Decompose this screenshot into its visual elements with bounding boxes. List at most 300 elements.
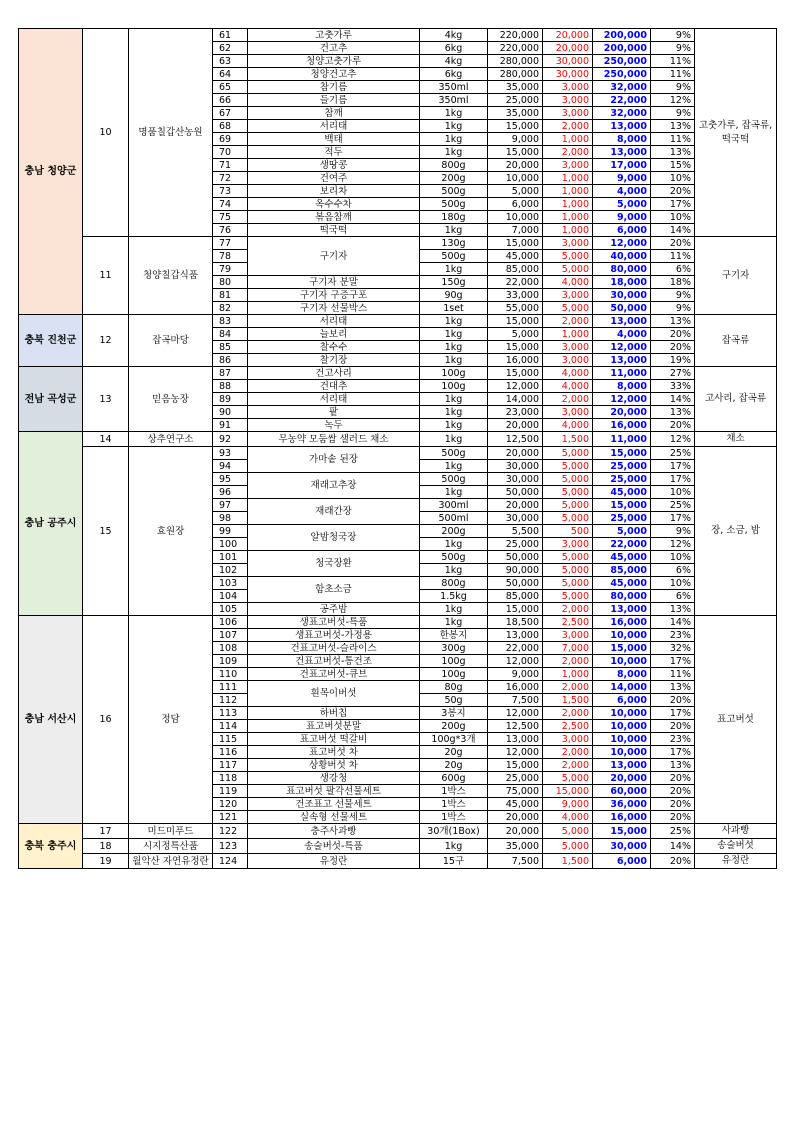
unit-cell: 1kg: [420, 354, 488, 367]
product-name-cell: 팥: [248, 406, 420, 419]
sale-price-cell: 14,000: [593, 681, 651, 694]
item-number-cell: 68: [213, 120, 248, 133]
discount-rate-cell: 17%: [651, 746, 695, 759]
item-number-cell: 103: [213, 577, 248, 590]
table-row: [19, 854, 777, 869]
discount-rate-cell: 20%: [651, 811, 695, 824]
unit-cell: 1kg: [420, 419, 488, 432]
discount-cell: 5,000: [543, 473, 593, 486]
unit-cell: 1박스: [420, 785, 488, 798]
discount-cell: 4,000: [543, 367, 593, 380]
discount-rate-cell: 14%: [651, 393, 695, 406]
unit-cell: 150g: [420, 276, 488, 289]
discount-rate-cell: 14%: [651, 224, 695, 237]
item-number-cell: 98: [213, 512, 248, 525]
discount-rate-cell: 23%: [651, 733, 695, 746]
farm-name-cell: 청양칠갑식품: [129, 237, 213, 315]
original-price-cell: 23,000: [488, 406, 543, 419]
unit-cell: 1kg: [420, 432, 488, 447]
original-price-cell: 16,000: [488, 681, 543, 694]
sale-price-cell: 10,000: [593, 733, 651, 746]
table-row: [19, 432, 777, 447]
discount-rate-cell: 13%: [651, 681, 695, 694]
table-row: [19, 616, 777, 629]
discount-rate-cell: 20%: [651, 341, 695, 354]
product-name-cell: 서리태: [248, 315, 420, 328]
discount-cell: 5,000: [543, 824, 593, 839]
unit-cell: 6kg: [420, 68, 488, 81]
discount-cell: 3,000: [543, 237, 593, 250]
original-price-cell: 9,000: [488, 133, 543, 146]
original-price-cell: 22,000: [488, 276, 543, 289]
price-list-page: [18, 28, 776, 869]
category-cell: 고사리, 잡곡류: [695, 367, 777, 432]
unit-cell: 500g: [420, 198, 488, 211]
original-price-cell: 12,000: [488, 707, 543, 720]
unit-cell: 6kg: [420, 42, 488, 55]
discount-cell: 5,000: [543, 499, 593, 512]
discount-cell: 3,000: [543, 538, 593, 551]
original-price-cell: 10,000: [488, 211, 543, 224]
original-price-cell: 280,000: [488, 55, 543, 68]
original-price-cell: 50,000: [488, 551, 543, 564]
sale-price-cell: 10,000: [593, 707, 651, 720]
original-price-cell: 12,000: [488, 380, 543, 393]
item-number-cell: 110: [213, 668, 248, 681]
product-name-cell: 재래간장: [248, 499, 420, 525]
sale-price-cell: 13,000: [593, 146, 651, 159]
region-cell: 충남 서산시: [19, 616, 83, 824]
original-price-cell: 13,000: [488, 629, 543, 642]
category-cell: 구기자: [695, 237, 777, 315]
sale-price-cell: 25,000: [593, 473, 651, 486]
item-number-cell: 79: [213, 263, 248, 276]
sale-price-cell: 15,000: [593, 447, 651, 460]
item-number-cell: 112: [213, 694, 248, 707]
item-number-cell: 76: [213, 224, 248, 237]
item-number-cell: 90: [213, 406, 248, 419]
product-name-cell: 하버칩: [248, 707, 420, 720]
product-name-cell: 적두: [248, 146, 420, 159]
product-name-cell: 구기자 선물박스: [248, 302, 420, 315]
sale-price-cell: 13,000: [593, 603, 651, 616]
original-price-cell: 55,000: [488, 302, 543, 315]
category-cell: 유정란: [695, 854, 777, 869]
product-name-cell: 충주사과빵: [248, 824, 420, 839]
sale-price-cell: 12,000: [593, 393, 651, 406]
original-price-cell: 18,500: [488, 616, 543, 629]
discount-cell: 2,000: [543, 681, 593, 694]
discount-rate-cell: 6%: [651, 564, 695, 577]
sale-price-cell: 15,000: [593, 824, 651, 839]
sale-price-cell: 8,000: [593, 133, 651, 146]
unit-cell: 1kg: [420, 406, 488, 419]
product-name-cell: 알밤청국장: [248, 525, 420, 551]
original-price-cell: 33,000: [488, 289, 543, 302]
product-name-cell: 구기자 구증구포: [248, 289, 420, 302]
sale-price-cell: 32,000: [593, 107, 651, 120]
discount-cell: 1,500: [543, 432, 593, 447]
discount-rate-cell: 20%: [651, 854, 695, 869]
discount-cell: 1,500: [543, 694, 593, 707]
unit-cell: 100g: [420, 655, 488, 668]
region-cell: 충북 충주시: [19, 824, 83, 869]
discount-cell: 1,000: [543, 211, 593, 224]
discount-cell: 3,000: [543, 107, 593, 120]
discount-cell: 20,000: [543, 29, 593, 42]
discount-cell: 5,000: [543, 564, 593, 577]
item-number-cell: 72: [213, 172, 248, 185]
sale-price-cell: 200,000: [593, 42, 651, 55]
sale-price-cell: 9,000: [593, 172, 651, 185]
product-name-cell: 녹두: [248, 419, 420, 432]
item-number-cell: 109: [213, 655, 248, 668]
farm-name-cell: 월악산 자연유정란: [129, 854, 213, 869]
discount-rate-cell: 23%: [651, 629, 695, 642]
sale-price-cell: 6,000: [593, 224, 651, 237]
sale-price-cell: 20,000: [593, 406, 651, 419]
sale-price-cell: 8,000: [593, 668, 651, 681]
sale-price-cell: 25,000: [593, 512, 651, 525]
original-price-cell: 45,000: [488, 798, 543, 811]
sale-price-cell: 60,000: [593, 785, 651, 798]
item-number-cell: 123: [213, 839, 248, 854]
unit-cell: 1kg: [420, 393, 488, 406]
original-price-cell: 7,500: [488, 854, 543, 869]
item-number-cell: 87: [213, 367, 248, 380]
item-number-cell: 105: [213, 603, 248, 616]
product-name-cell: 상황버섯 차: [248, 759, 420, 772]
discount-rate-cell: 17%: [651, 198, 695, 211]
discount-rate-cell: 13%: [651, 146, 695, 159]
sale-price-cell: 10,000: [593, 655, 651, 668]
product-name-cell: 서리태: [248, 120, 420, 133]
unit-cell: 100g*3개: [420, 733, 488, 746]
discount-cell: 4,000: [543, 811, 593, 824]
item-number-cell: 85: [213, 341, 248, 354]
farm-name-cell: 상추연구소: [129, 432, 213, 447]
product-name-cell: 찰기장: [248, 354, 420, 367]
original-price-cell: 20,000: [488, 419, 543, 432]
discount-rate-cell: 10%: [651, 486, 695, 499]
discount-rate-cell: 33%: [651, 380, 695, 393]
original-price-cell: 25,000: [488, 538, 543, 551]
farm-number-cell: 17: [83, 824, 129, 839]
unit-cell: 1kg: [420, 328, 488, 341]
sale-price-cell: 4,000: [593, 328, 651, 341]
unit-cell: 90g: [420, 289, 488, 302]
table-row: [19, 839, 777, 854]
original-price-cell: 5,500: [488, 525, 543, 538]
original-price-cell: 12,000: [488, 746, 543, 759]
original-price-cell: 5,000: [488, 185, 543, 198]
product-name-cell: 건여주: [248, 172, 420, 185]
original-price-cell: 15,000: [488, 367, 543, 380]
unit-cell: 4kg: [420, 55, 488, 68]
unit-cell: 1박스: [420, 811, 488, 824]
product-name-cell: 백태: [248, 133, 420, 146]
item-number-cell: 89: [213, 393, 248, 406]
unit-cell: 3봉지: [420, 707, 488, 720]
discount-cell: 2,000: [543, 146, 593, 159]
discount-cell: 5,000: [543, 839, 593, 854]
farm-name-cell: 시지정특산품: [129, 839, 213, 854]
discount-rate-cell: 17%: [651, 460, 695, 473]
original-price-cell: 12,500: [488, 432, 543, 447]
discount-cell: 2,500: [543, 616, 593, 629]
unit-cell: 200g: [420, 720, 488, 733]
item-number-cell: 93: [213, 447, 248, 460]
item-number-cell: 91: [213, 419, 248, 432]
unit-cell: 1kg: [420, 564, 488, 577]
discount-rate-cell: 17%: [651, 473, 695, 486]
discount-rate-cell: 25%: [651, 447, 695, 460]
farm-number-cell: 10: [83, 29, 129, 237]
item-number-cell: 67: [213, 107, 248, 120]
farm-number-cell: 15: [83, 447, 129, 616]
discount-rate-cell: 25%: [651, 499, 695, 512]
unit-cell: 350ml: [420, 94, 488, 107]
sale-price-cell: 13,000: [593, 759, 651, 772]
farm-name-cell: 믿음농장: [129, 367, 213, 432]
sale-price-cell: 11,000: [593, 432, 651, 447]
sale-price-cell: 36,000: [593, 798, 651, 811]
item-number-cell: 100: [213, 538, 248, 551]
discount-cell: 3,000: [543, 94, 593, 107]
discount-rate-cell: 13%: [651, 315, 695, 328]
product-name-cell: 생표고버섯-가정용: [248, 629, 420, 642]
discount-cell: 5,000: [543, 772, 593, 785]
discount-rate-cell: 17%: [651, 707, 695, 720]
item-number-cell: 99: [213, 525, 248, 538]
category-cell: 고춧가루, 잡곡류, 떡국떡: [695, 29, 777, 237]
unit-cell: 500g: [420, 551, 488, 564]
product-name-cell: 가마솥 된장: [248, 447, 420, 473]
unit-cell: 500g: [420, 250, 488, 263]
discount-rate-cell: 20%: [651, 694, 695, 707]
discount-cell: 2,500: [543, 720, 593, 733]
discount-rate-cell: 9%: [651, 525, 695, 538]
product-name-cell: 생강청: [248, 772, 420, 785]
region-cell: 충남 청양군: [19, 29, 83, 315]
discount-cell: 15,000: [543, 785, 593, 798]
sale-price-cell: 17,000: [593, 159, 651, 172]
discount-cell: 3,000: [543, 629, 593, 642]
discount-cell: 2,000: [543, 746, 593, 759]
table-row: [19, 315, 777, 328]
original-price-cell: 9,000: [488, 668, 543, 681]
original-price-cell: 13,000: [488, 733, 543, 746]
item-number-cell: 81: [213, 289, 248, 302]
product-name-cell: 청국장환: [248, 551, 420, 577]
sale-price-cell: 6,000: [593, 694, 651, 707]
unit-cell: 500g: [420, 185, 488, 198]
sale-price-cell: 12,000: [593, 237, 651, 250]
item-number-cell: 118: [213, 772, 248, 785]
farm-name-cell: 정담: [129, 616, 213, 824]
original-price-cell: 45,000: [488, 250, 543, 263]
unit-cell: 800g: [420, 159, 488, 172]
original-price-cell: 85,000: [488, 263, 543, 276]
category-cell: 채소: [695, 432, 777, 447]
product-name-cell: 건표고버섯-슬라이스: [248, 642, 420, 655]
sale-price-cell: 250,000: [593, 55, 651, 68]
original-price-cell: 12,000: [488, 655, 543, 668]
discount-rate-cell: 19%: [651, 354, 695, 367]
discount-cell: 1,000: [543, 668, 593, 681]
original-price-cell: 22,000: [488, 642, 543, 655]
original-price-cell: 25,000: [488, 94, 543, 107]
discount-rate-cell: 20%: [651, 798, 695, 811]
original-price-cell: 5,000: [488, 328, 543, 341]
sale-price-cell: 80,000: [593, 590, 651, 603]
unit-cell: 200g: [420, 172, 488, 185]
original-price-cell: 15,000: [488, 603, 543, 616]
item-number-cell: 94: [213, 460, 248, 473]
item-number-cell: 96: [213, 486, 248, 499]
discount-cell: 3,000: [543, 354, 593, 367]
unit-cell: 600g: [420, 772, 488, 785]
discount-cell: 2,000: [543, 315, 593, 328]
item-number-cell: 69: [213, 133, 248, 146]
product-name-cell: 유정란: [248, 854, 420, 869]
sale-price-cell: 45,000: [593, 486, 651, 499]
item-number-cell: 107: [213, 629, 248, 642]
product-name-cell: 보리차: [248, 185, 420, 198]
unit-cell: 350ml: [420, 81, 488, 94]
product-price-table: [18, 28, 777, 869]
discount-cell: 2,000: [543, 707, 593, 720]
discount-cell: 1,000: [543, 185, 593, 198]
sale-price-cell: 10,000: [593, 720, 651, 733]
discount-cell: 1,000: [543, 224, 593, 237]
discount-cell: 500: [543, 525, 593, 538]
product-name-cell: 고춧가루: [248, 29, 420, 42]
sale-price-cell: 30,000: [593, 839, 651, 854]
discount-cell: 5,000: [543, 250, 593, 263]
original-price-cell: 14,000: [488, 393, 543, 406]
original-price-cell: 35,000: [488, 81, 543, 94]
product-name-cell: 청양건고추: [248, 68, 420, 81]
discount-rate-cell: 10%: [651, 211, 695, 224]
discount-cell: 3,000: [543, 733, 593, 746]
discount-rate-cell: 9%: [651, 302, 695, 315]
original-price-cell: 15,000: [488, 120, 543, 133]
original-price-cell: 15,000: [488, 237, 543, 250]
discount-cell: 5,000: [543, 447, 593, 460]
item-number-cell: 66: [213, 94, 248, 107]
item-number-cell: 115: [213, 733, 248, 746]
original-price-cell: 220,000: [488, 29, 543, 42]
product-name-cell: 참기름: [248, 81, 420, 94]
discount-rate-cell: 13%: [651, 120, 695, 133]
original-price-cell: 20,000: [488, 811, 543, 824]
farm-number-cell: 14: [83, 432, 129, 447]
product-name-cell: 건대추: [248, 380, 420, 393]
unit-cell: 500g: [420, 447, 488, 460]
sale-price-cell: 20,000: [593, 772, 651, 785]
original-price-cell: 16,000: [488, 354, 543, 367]
original-price-cell: 15,000: [488, 759, 543, 772]
item-number-cell: 114: [213, 720, 248, 733]
discount-cell: 5,000: [543, 590, 593, 603]
discount-rate-cell: 14%: [651, 839, 695, 854]
product-name-cell: 건표고버섯-통건조: [248, 655, 420, 668]
unit-cell: 100g: [420, 668, 488, 681]
product-name-cell: 실속형 선물세트: [248, 811, 420, 824]
original-price-cell: 20,000: [488, 824, 543, 839]
discount-rate-cell: 13%: [651, 603, 695, 616]
discount-cell: 2,000: [543, 655, 593, 668]
unit-cell: 500g: [420, 473, 488, 486]
sale-price-cell: 18,000: [593, 276, 651, 289]
item-number-cell: 108: [213, 642, 248, 655]
sale-price-cell: 12,000: [593, 341, 651, 354]
discount-cell: 3,000: [543, 81, 593, 94]
discount-cell: 3,000: [543, 406, 593, 419]
discount-rate-cell: 27%: [651, 367, 695, 380]
farm-name-cell: 효원장: [129, 447, 213, 616]
unit-cell: 1kg: [420, 616, 488, 629]
discount-cell: 4,000: [543, 419, 593, 432]
discount-rate-cell: 11%: [651, 68, 695, 81]
original-price-cell: 6,000: [488, 198, 543, 211]
sale-price-cell: 15,000: [593, 642, 651, 655]
unit-cell: 200g: [420, 525, 488, 538]
original-price-cell: 30,000: [488, 460, 543, 473]
original-price-cell: 280,000: [488, 68, 543, 81]
discount-rate-cell: 13%: [651, 759, 695, 772]
sale-price-cell: 5,000: [593, 198, 651, 211]
discount-cell: 3,000: [543, 341, 593, 354]
unit-cell: 1kg: [420, 341, 488, 354]
discount-cell: 4,000: [543, 380, 593, 393]
sale-price-cell: 40,000: [593, 250, 651, 263]
item-number-cell: 92: [213, 432, 248, 447]
category-cell: 표고버섯: [695, 616, 777, 824]
product-name-cell: 옥수수차: [248, 198, 420, 211]
discount-cell: 2,000: [543, 603, 593, 616]
original-price-cell: 90,000: [488, 564, 543, 577]
farm-number-cell: 16: [83, 616, 129, 824]
item-number-cell: 101: [213, 551, 248, 564]
sale-price-cell: 80,000: [593, 263, 651, 276]
sale-price-cell: 30,000: [593, 289, 651, 302]
item-number-cell: 116: [213, 746, 248, 759]
original-price-cell: 10,000: [488, 172, 543, 185]
discount-rate-cell: 12%: [651, 94, 695, 107]
item-number-cell: 61: [213, 29, 248, 42]
farm-number-cell: 12: [83, 315, 129, 367]
item-number-cell: 63: [213, 55, 248, 68]
table-row: [19, 237, 777, 250]
table-row: [19, 447, 777, 460]
sale-price-cell: 16,000: [593, 811, 651, 824]
discount-cell: 1,000: [543, 328, 593, 341]
product-name-cell: 표고버섯 팔각선물세트: [248, 785, 420, 798]
original-price-cell: 20,000: [488, 447, 543, 460]
discount-rate-cell: 20%: [651, 328, 695, 341]
category-cell: 잡곡류: [695, 315, 777, 367]
discount-rate-cell: 32%: [651, 642, 695, 655]
item-number-cell: 124: [213, 854, 248, 869]
item-number-cell: 86: [213, 354, 248, 367]
sale-price-cell: 16,000: [593, 616, 651, 629]
item-number-cell: 74: [213, 198, 248, 211]
item-number-cell: 65: [213, 81, 248, 94]
unit-cell: 1박스: [420, 798, 488, 811]
item-number-cell: 95: [213, 473, 248, 486]
